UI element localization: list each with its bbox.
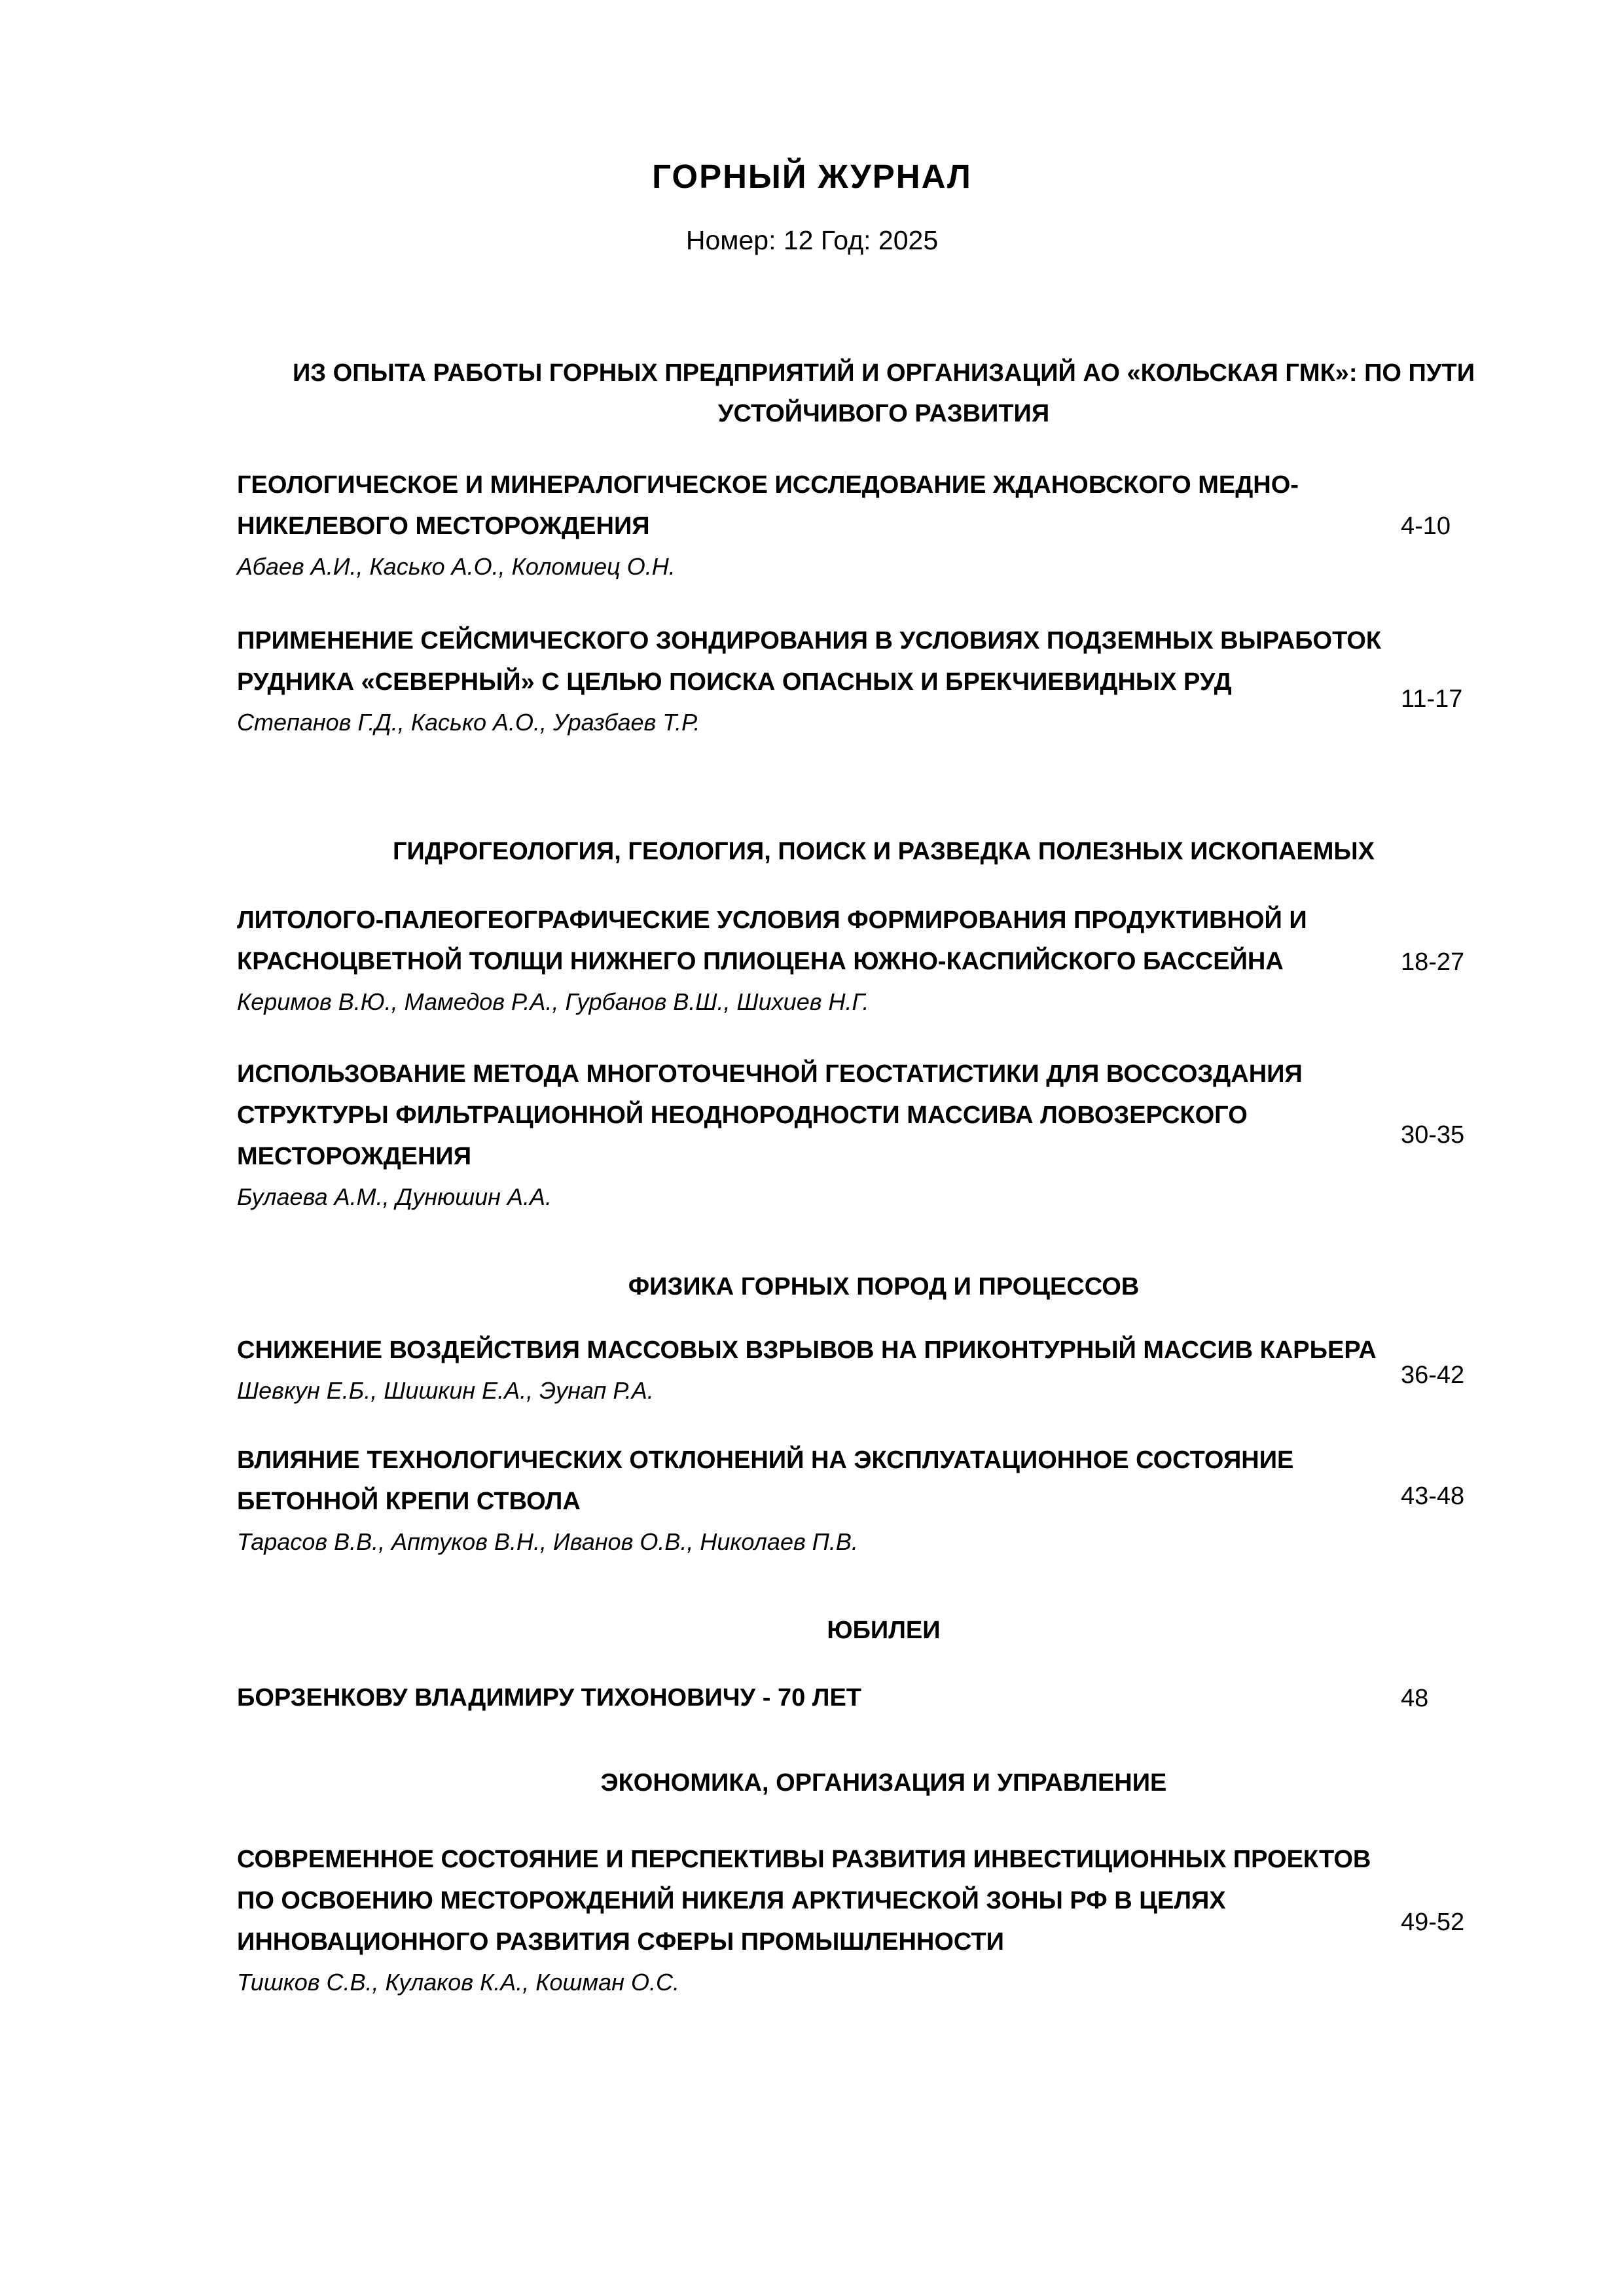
article-authors: Керимов В.Ю., Мамедов Р.А., Гурбанов В.Ш., Шихиев Н.Г. bbox=[237, 988, 869, 1015]
article-entry bbox=[237, 1839, 1402, 2002]
article-pages: 49-52 bbox=[1401, 1909, 1465, 1936]
article-pages: 11-17 bbox=[1401, 685, 1463, 713]
article-authors: Тишков С.В., Кулаков К.А., Кошман О.С. bbox=[237, 1969, 679, 1996]
article-title[interactable]: ПРИМЕНЕНИЕ СЕЙСМИЧЕСКОГО ЗОНДИРОВАНИЯ В УСЛОВИЯХ ПОДЗЕМНЫХ ВЫРАБОТОК РУДНИКА «СЕВЕРНЫЙ» С ЦЕЛЬЮ ПОИСКА ОПАСНЫХ И БРЕКЧИЕВИДНЫХ РУД bbox=[237, 627, 1382, 696]
article-pages: 4-10 bbox=[1401, 512, 1451, 540]
article-title[interactable]: СОВРЕМЕННОЕ СОСТОЯНИЕ И ПЕРСПЕКТИВЫ РАЗВИТИЯ ИНВЕСТИЦИОННЫХ ПРОЕКТОВ ПО ОСВОЕНИЮ МЕСТОРОЖДЕНИЙ НИКЕЛЯ АРКТИЧЕСКОЙ ЗОНЫ РФ В ЦЕЛЯХ ИННОВАЦИОННОГО РАЗВИТИЯ СФЕРЫ ПРОМЫШЛЕННОСТИ bbox=[237, 1846, 1371, 1956]
article-entry bbox=[237, 1054, 1402, 1217]
article-pages: 36-42 bbox=[1401, 1361, 1465, 1389]
article-entry bbox=[237, 1330, 1402, 1410]
article-title[interactable]: ГЕОЛОГИЧЕСКОЕ И МИНЕРАЛОГИЧЕСКОЕ ИССЛЕДОВАНИЕ ЖДАНОВСКОГО МЕДНО-НИКЕЛЕВОГО МЕСТОРОЖДЕНИЯ bbox=[237, 471, 1299, 540]
article-authors: Булаева А.М., Дунюшин А.А. bbox=[237, 1183, 552, 1210]
article-authors: Абаев А.И., Касько А.О., Коломиец О.Н. bbox=[237, 553, 676, 580]
section-heading: ЭКОНОМИКА, ОРГАНИЗАЦИЯ И УПРАВЛЕНИЕ bbox=[600, 1769, 1167, 1797]
article-title[interactable]: БОРЗЕНКОВУ ВЛАДИМИРУ ТИХОНОВИЧУ - 70 ЛЕТ bbox=[237, 1684, 862, 1712]
article-title[interactable]: ИСПОЛЬЗОВАНИЕ МЕТОДА МНОГОТОЧЕЧНОЙ ГЕОСТАТИСТИКИ ДЛЯ ВОССОЗДАНИЯ СТРУКТУРЫ ФИЛЬТРАЦИОННОЙ НЕОДНОРОДНОСТИ МАССИВА ЛОВОЗЕРСКОГО МЕСТОРОЖДЕНИЯ bbox=[237, 1060, 1303, 1170]
article-authors: Степанов Г.Д., Касько А.О., Уразбаев Т.Р. bbox=[237, 709, 700, 736]
article-entry bbox=[237, 900, 1402, 1022]
article-title[interactable]: ЛИТОЛОГО-ПАЛЕОГЕОГРАФИЧЕСКИЕ УСЛОВИЯ ФОРМИРОВАНИЯ ПРОДУКТИВНОЙ И КРАСНОЦВЕТНОЙ ТОЛЩИ НИЖНЕГО ПЛИОЦЕНА ЮЖНО-КАСПИЙСКОГО БАССЕЙНА bbox=[237, 906, 1307, 975]
article-title[interactable]: ВЛИЯНИЕ ТЕХНОЛОГИЧЕСКИХ ОТКЛОНЕНИЙ НА ЭКСПЛУАТАЦИОННОЕ СОСТОЯНИЕ БЕТОННОЙ КРЕПИ СТВОЛА bbox=[237, 1446, 1294, 1515]
section-heading: ЮБИЛЕИ bbox=[827, 1617, 941, 1644]
section-heading: ГИДРОГЕОЛОГИЯ, ГЕОЛОГИЯ, ПОИСК И РАЗВЕДКА ПОЛЕЗНЫХ ИСКОПАЕМЫХ bbox=[393, 838, 1375, 865]
article-pages: 18-27 bbox=[1401, 948, 1465, 976]
article-entry bbox=[237, 1440, 1402, 1562]
article-authors: Тарасов В.В., Аптуков В.Н., Иванов О.В., Николаев П.В. bbox=[237, 1528, 858, 1555]
article-pages: 48 bbox=[1401, 1685, 1429, 1712]
article-entry bbox=[237, 1677, 1402, 1719]
section-heading: ФИЗИКА ГОРНЫХ ПОРОД И ПРОЦЕССОВ bbox=[628, 1273, 1140, 1300]
section-heading: ИЗ ОПЫТА РАБОТЫ ГОРНЫХ ПРЕДПРИЯТИЙ И ОРГАНИЗАЦИЙ АО «КОЛЬСКАЯ ГМК»: ПО ПУТИ УСТОЙЧИВОГО РАЗВИТИЯ bbox=[292, 359, 1475, 427]
article-pages: 30-35 bbox=[1401, 1121, 1465, 1149]
issue-line: Номер: 12 Год: 2025 bbox=[685, 225, 939, 255]
article-title[interactable]: СНИЖЕНИЕ ВОЗДЕЙСТВИЯ МАССОВЫХ ВЗРЫВОВ НА ПРИКОНТУРНЫЙ МАССИВ КАРЬЕРА bbox=[237, 1336, 1377, 1364]
article-authors: Шевкун Е.Б., Шишкин Е.А., Эунап Р.А. bbox=[237, 1377, 654, 1404]
journal-title: ГОРНЫЙ ЖУРНАЛ bbox=[652, 158, 972, 195]
article-entry bbox=[237, 465, 1402, 586]
article-entry bbox=[237, 620, 1402, 742]
article-pages: 43-48 bbox=[1401, 1482, 1465, 1510]
